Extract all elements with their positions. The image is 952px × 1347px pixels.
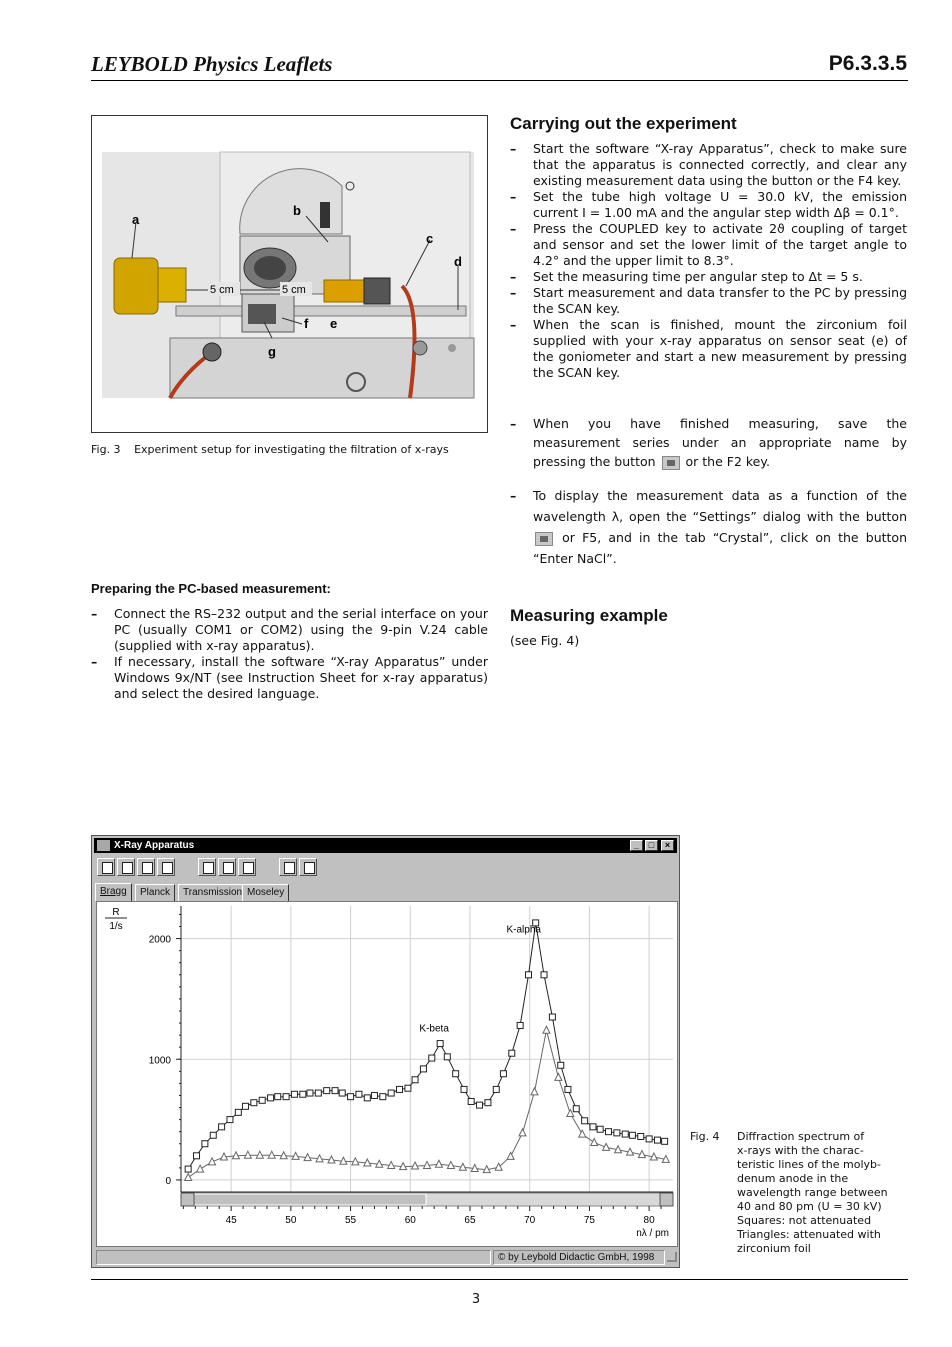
data-point-square <box>444 1054 450 1060</box>
data-point-square <box>397 1086 403 1092</box>
peak-annotation: K-beta <box>419 1023 449 1035</box>
data-point-square <box>420 1066 426 1072</box>
prep-item: – If necessary, install the software “X-ray Apparatus” under Windows 9x/NT (see Instruction Sheet for x-ray apparatus) and select the desired language. <box>91 654 488 702</box>
data-point-square <box>251 1100 257 1106</box>
carrying-heading: Carrying out the experiment <box>510 114 737 133</box>
data-point-square <box>654 1137 660 1143</box>
plot-area[interactable] <box>96 901 678 1247</box>
data-point-triangle <box>531 1088 538 1095</box>
carrying-item: – Set the measuring time per angular step to Δt = 5 s. <box>510 269 907 285</box>
x-tick-label: 60 <box>404 1215 416 1226</box>
toolbar <box>94 855 677 881</box>
y-unit-top: R <box>112 907 120 918</box>
data-point-square <box>638 1133 644 1139</box>
figure-4-caption-line: teristic lines of the molyb- <box>737 1158 881 1171</box>
data-point-triangle <box>185 1174 192 1181</box>
marker-icon[interactable] <box>238 858 256 876</box>
label-g: g <box>268 344 276 359</box>
save-text-a: When you have finished measuring, save the measurement series under an appropriate name by pressing the button <box>533 416 907 469</box>
settings-icon[interactable] <box>198 858 216 876</box>
data-point-triangle <box>197 1165 204 1172</box>
data-point-square <box>235 1109 241 1115</box>
app-icon <box>97 840 110 851</box>
data-point-triangle <box>256 1151 263 1158</box>
tab-planck[interactable]: Planck <box>135 884 175 901</box>
data-point-square <box>597 1126 603 1132</box>
leaflet-series-title: LEYBOLD Physics Leaflets <box>91 52 333 76</box>
data-point-square <box>582 1118 588 1124</box>
diffraction-chart <box>97 902 677 1246</box>
example-ref: (see Fig. 4) <box>510 633 580 648</box>
data-point-triangle <box>244 1151 251 1158</box>
label-f: f <box>304 316 309 331</box>
data-point-triangle <box>507 1152 514 1159</box>
resize-grip-icon[interactable] <box>667 1252 677 1262</box>
data-point-square <box>573 1106 579 1112</box>
data-point-square <box>485 1100 491 1106</box>
data-point-square <box>405 1085 411 1091</box>
settings-button-icon <box>535 532 553 546</box>
data-point-square <box>300 1091 306 1097</box>
data-point-square <box>565 1086 571 1092</box>
data-point-triangle <box>591 1139 598 1146</box>
data-point-square <box>315 1090 321 1096</box>
data-point-square <box>622 1131 628 1137</box>
tab-moseley[interactable]: Moseley <box>242 884 289 901</box>
figure-4-caption-line: wavelength range between <box>737 1186 888 1199</box>
window-titlebar[interactable] <box>94 838 677 853</box>
data-point-square <box>629 1132 635 1138</box>
window-title: X-Ray Apparatus <box>114 840 195 851</box>
data-point-square <box>291 1091 297 1097</box>
data-point-square <box>194 1153 200 1159</box>
save-text-b: or the F2 key. <box>685 454 770 469</box>
carrying-item: – Set the tube high voltage U = 30.0 kV, the emission current I = 1.00 mA and the angular step width Δβ = 0.1°. <box>510 189 907 221</box>
carrying-item: – When the scan is finished, mount the zirconium foil supplied with your x-ray apparatus on sensor seat (e) of the goniometer and start a new measurement by pressing the SCAN key. <box>510 317 907 381</box>
data-point-square <box>437 1041 443 1047</box>
data-point-square <box>646 1136 652 1142</box>
minimize-button[interactable]: _ <box>630 840 643 851</box>
xray-app-window <box>91 835 680 1268</box>
series-line-unattenuated <box>188 923 664 1169</box>
data-point-square <box>614 1130 620 1136</box>
data-point-square <box>388 1090 394 1096</box>
tab-bragg[interactable]: Bragg <box>95 883 132 901</box>
user-icon[interactable] <box>279 858 297 876</box>
label-c: c <box>426 231 434 246</box>
data-point-square <box>259 1097 265 1103</box>
distance-right: 5 cm <box>282 284 306 296</box>
label-e: e <box>330 316 338 331</box>
scroll-right-icon <box>660 1193 673 1206</box>
data-point-triangle <box>567 1110 574 1117</box>
data-point-square <box>185 1166 191 1172</box>
peak-annotation: K-alpha <box>506 924 541 936</box>
carrying-list <box>510 141 907 381</box>
data-point-square <box>356 1091 362 1097</box>
carrying-item-settings <box>510 485 907 569</box>
data-point-square <box>468 1098 474 1104</box>
data-point-square <box>227 1117 233 1123</box>
data-point-square <box>517 1022 523 1028</box>
x-tick-label: 70 <box>524 1215 536 1226</box>
new-file-icon[interactable] <box>97 858 115 876</box>
data-point-square <box>380 1094 386 1100</box>
page-number: 3 <box>471 1292 481 1307</box>
data-point-square <box>275 1094 281 1100</box>
close-button[interactable]: × <box>661 840 674 851</box>
status-bar <box>94 1249 677 1266</box>
figure-3-caption-text: Experiment setup for investigating the filtration of x-rays <box>134 443 449 456</box>
data-point-square <box>662 1138 668 1144</box>
data-point-square <box>477 1102 483 1108</box>
figure-4-caption-line: denum anode in the <box>737 1172 849 1185</box>
footer-rule <box>91 1279 908 1280</box>
data-point-triangle <box>495 1163 502 1170</box>
data-point-triangle <box>435 1160 442 1167</box>
data-point-square <box>348 1094 354 1100</box>
label-b: b <box>293 203 301 218</box>
data-point-triangle <box>268 1151 275 1158</box>
x-axis-label: nλ / pm <box>636 1228 669 1239</box>
label-a: a <box>132 212 140 227</box>
data-point-square <box>549 1014 555 1020</box>
data-point-square <box>242 1103 248 1109</box>
x-tick-label: 45 <box>225 1215 237 1226</box>
status-cell-empty <box>96 1250 491 1265</box>
header-rule <box>91 80 908 81</box>
distance-left: 5 cm <box>210 284 234 296</box>
carrying-item: – Start measurement and data transfer to the PC by pressing the SCAN key. <box>510 285 907 317</box>
data-point-square <box>509 1050 515 1056</box>
print-icon[interactable] <box>157 858 175 876</box>
data-point-square <box>339 1090 345 1096</box>
y-unit-bottom: 1/s <box>109 921 123 932</box>
figure-3-box <box>91 115 488 433</box>
data-point-square <box>371 1092 377 1098</box>
y-tick-label: 0 <box>165 1175 171 1187</box>
leaflet-code: P6.3.3.5 <box>828 52 907 75</box>
data-point-triangle <box>543 1026 550 1033</box>
figure-3-number: Fig. 3 <box>91 443 121 456</box>
prep-item: – Connect the RS–232 output and the serial interface on your PC (usually COM1 or COM2) using the 9-pin V.24 cable (supplied with x-ray apparatus). <box>91 606 488 654</box>
figure-4-caption-line: x-rays with the charac- <box>737 1144 864 1157</box>
example-heading: Measuring example <box>510 606 668 625</box>
figure-4-caption-line: 40 and 80 pm (U = 30 kV) <box>737 1200 882 1213</box>
x-tick-label: 50 <box>285 1215 297 1226</box>
data-point-triangle <box>519 1129 526 1136</box>
x-tick-label: 75 <box>583 1215 595 1226</box>
y-tick-label: 1000 <box>148 1055 171 1067</box>
prep-heading: Preparing the PC-based measurement: <box>91 581 331 596</box>
x-tick-label: 55 <box>345 1215 357 1226</box>
figure-4-caption <box>690 1130 905 1256</box>
settings-text-a: To display the measurement data as a function of the wavelength λ, open the “Settings” dialog with the button <box>533 488 907 524</box>
scrollbar-thumb <box>194 1194 426 1205</box>
settings-text-b: or F5, and in the tab “Crystal”, click on the button “Enter NaCl”. <box>533 530 907 566</box>
data-point-square <box>332 1088 338 1094</box>
data-point-square <box>453 1071 459 1077</box>
open-file-icon[interactable] <box>117 858 135 876</box>
data-point-square <box>500 1071 506 1077</box>
data-point-square <box>268 1095 274 1101</box>
scroll-left-icon <box>181 1193 194 1206</box>
display-icon[interactable] <box>218 858 236 876</box>
data-point-square <box>219 1124 225 1130</box>
data-point-square <box>541 972 547 978</box>
data-point-triangle <box>579 1130 586 1137</box>
carrying-item-save <box>510 414 907 471</box>
data-point-square <box>429 1055 435 1061</box>
figure-4-caption-line: Squares: not attenuated <box>737 1214 872 1227</box>
data-point-square <box>202 1141 208 1147</box>
tab-transmission[interactable]: Transmission <box>178 884 247 901</box>
data-point-square <box>364 1095 370 1101</box>
status-copyright: © by Leybold Didactic GmbH, 1998 <box>493 1250 665 1265</box>
data-point-square <box>307 1090 313 1096</box>
figure-4-number: Fig. 4 <box>690 1130 720 1143</box>
x-tick-label: 65 <box>464 1215 476 1226</box>
carrying-item: – Press the COUPLED key to activate 2ϑ coupling of target and sensor and set the lower limit of the target angle to 4.2° and the upper limit to 8.3°. <box>510 221 907 269</box>
figure-4-caption-line: Triangles: attenuated with <box>737 1228 881 1241</box>
figure-3-caption <box>91 443 449 457</box>
data-point-square <box>210 1132 216 1138</box>
data-point-square <box>590 1124 596 1130</box>
prep-list <box>91 606 488 702</box>
help-icon[interactable] <box>299 858 317 876</box>
carrying-item: – Start the software “X-ray Apparatus”, check to make sure that the apparatus is connected correctly, and clear any existing measurement data using the button or the F4 key. <box>510 141 907 189</box>
y-tick-label: 2000 <box>148 934 171 946</box>
experiment-setup-illustration <box>92 116 487 432</box>
data-point-square <box>283 1094 289 1100</box>
figure-4-caption-line: Diffraction spectrum of <box>737 1130 865 1143</box>
data-point-triangle <box>555 1073 562 1080</box>
data-point-square <box>558 1062 564 1068</box>
data-point-square <box>526 972 532 978</box>
data-point-square <box>412 1077 418 1083</box>
data-point-square <box>461 1086 467 1092</box>
label-d: d <box>454 254 462 269</box>
data-point-square <box>606 1129 612 1135</box>
carrying-list-settings <box>510 485 907 569</box>
figure-4-caption-line: zirconium foil <box>737 1242 811 1255</box>
data-point-square <box>493 1086 499 1092</box>
carrying-list-save <box>510 414 907 471</box>
data-point-square <box>324 1088 330 1094</box>
x-tick-label: 80 <box>643 1215 655 1226</box>
maximize-button[interactable]: □ <box>645 840 658 851</box>
save-button-icon <box>662 456 680 470</box>
save-file-icon[interactable] <box>137 858 155 876</box>
